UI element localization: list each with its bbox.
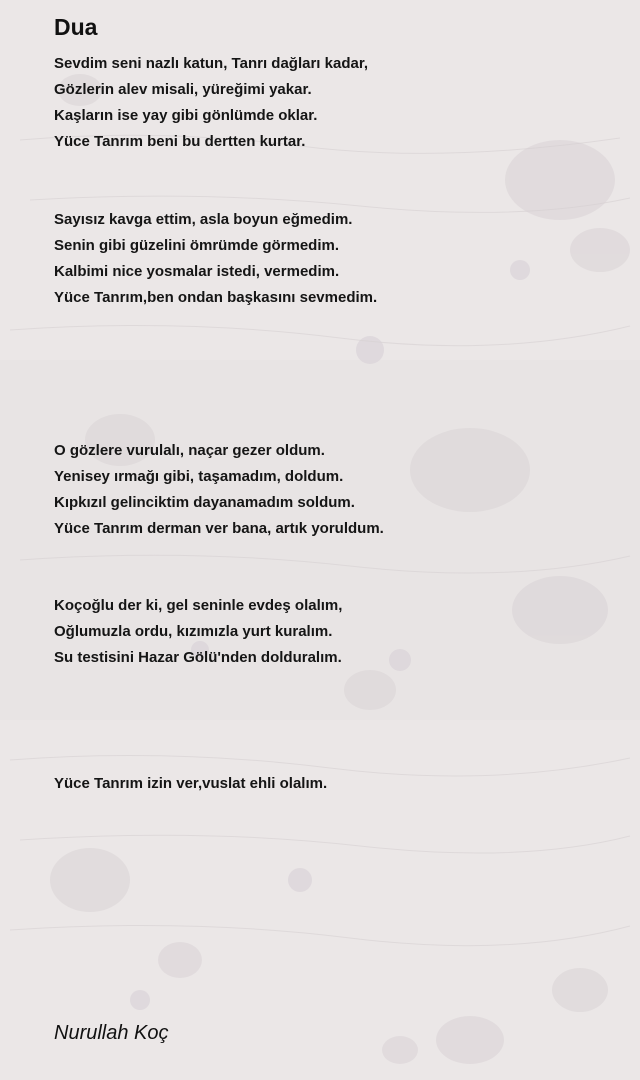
stanza-3 xyxy=(54,438,384,542)
poem-line: Yenisey ırmağı gibi, taşamadım, doldum. xyxy=(54,468,344,485)
poem-line: Yüce Tanrım izin ver,vuslat ehli olalım. xyxy=(54,775,328,792)
stanza-4 xyxy=(54,593,342,671)
stanza-1 xyxy=(54,51,368,155)
poem-line: O gözlere vurulalı, naçar gezer oldum. xyxy=(54,442,325,459)
poem-line: Senin gibi güzelini ömrümde görmedim. xyxy=(54,237,340,254)
poem-line: Koçoğlu der ki, gel seninle evdeş olalım, xyxy=(54,597,343,614)
poem-line: Yüce Tanrım derman ver bana, artık yoruldum. xyxy=(54,520,384,537)
poem-line: Gözlerin alev misali, yüreğimi yakar. xyxy=(54,81,312,98)
stanza-5 xyxy=(54,771,327,797)
poem-title: Dua xyxy=(54,14,98,40)
stanza-2 xyxy=(54,207,377,311)
poem-line: Oğlumuzla ordu, kızımızla yurt kuralım. xyxy=(54,623,333,640)
poem-line: Su testisini Hazar Gölü'nden dolduralım. xyxy=(54,649,342,666)
poem-line: Yüce Tanrım,ben ondan başkasını sevmedim. xyxy=(54,289,378,306)
poem-line: Yüce Tanrım beni bu dertten kurtar. xyxy=(54,133,306,150)
poem-line: Kalbimi nice yosmalar istedi, vermedim. xyxy=(54,263,340,280)
poem-line: Kaşların ise yay gibi gönlümde oklar. xyxy=(54,107,318,124)
poem-line: Kıpkızıl gelinciktim dayanamadım soldum. xyxy=(54,494,355,511)
poem-line: Sevdim seni nazlı katun, Tanrı dağları kadar, xyxy=(54,55,368,72)
author-name: Nurullah Koç xyxy=(54,1022,169,1044)
poem-line: Sayısız kavga ettim, asla boyun eğmedim. xyxy=(54,211,353,228)
